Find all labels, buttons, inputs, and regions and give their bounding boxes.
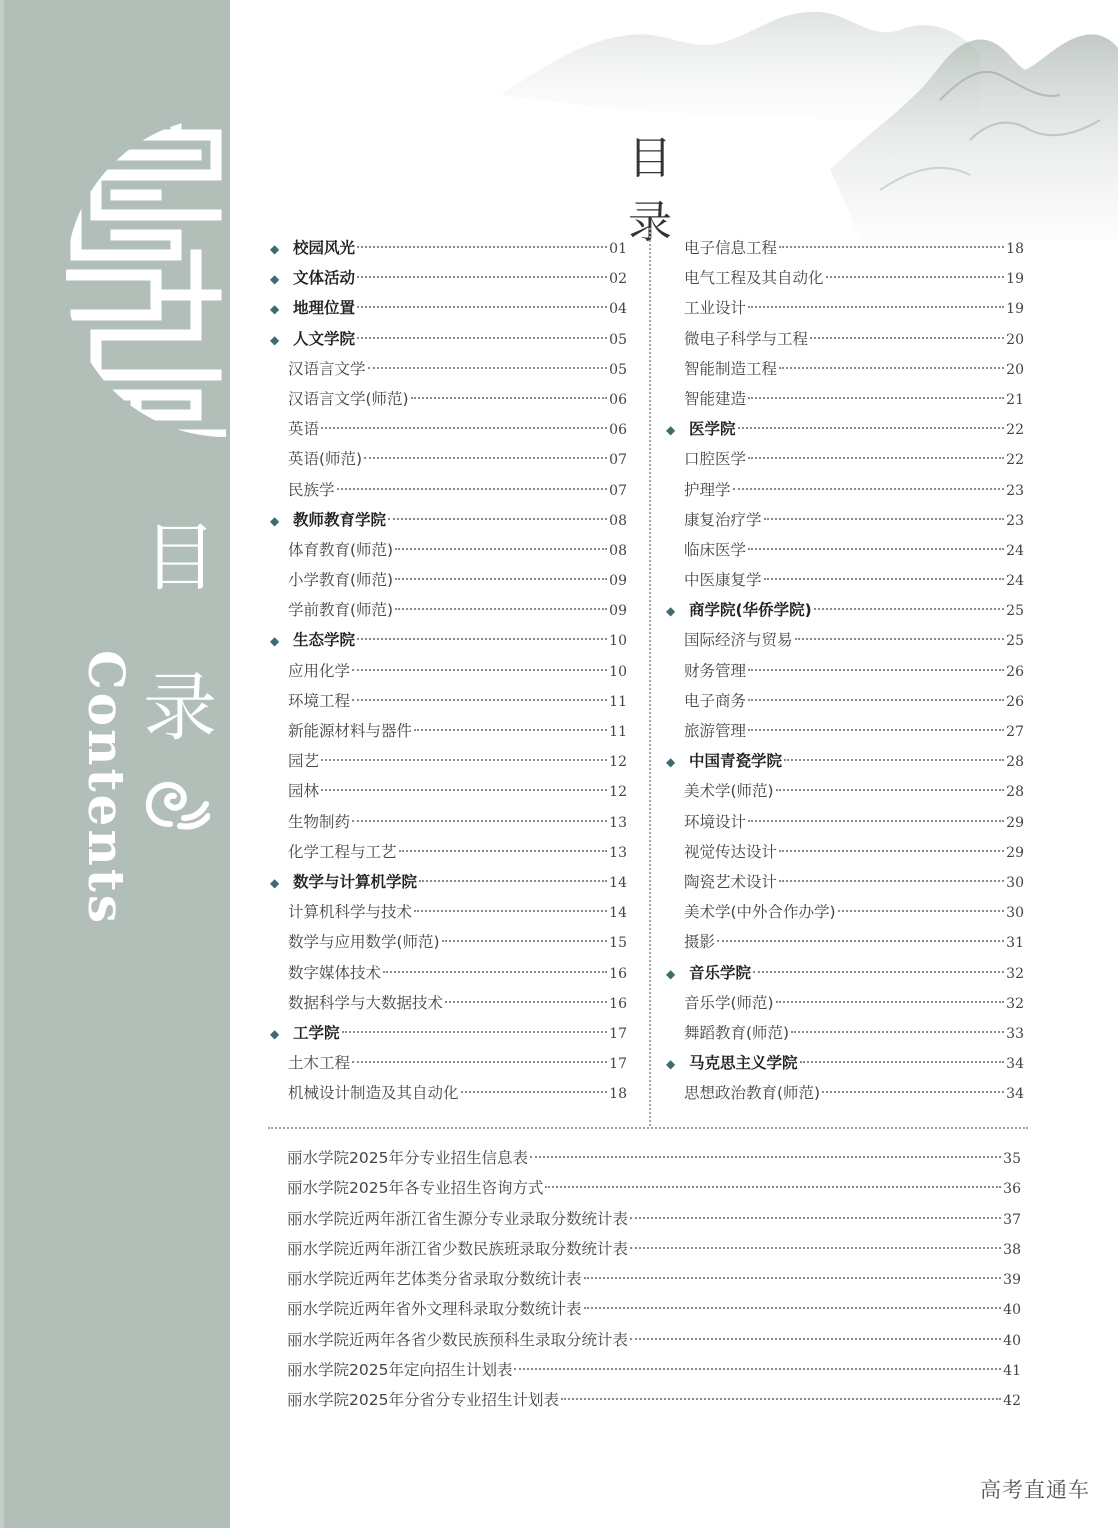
toc-entry-row[interactable] <box>270 807 627 837</box>
toc-entry-row[interactable] <box>666 1018 1024 1048</box>
toc-page-number: 32 <box>1006 965 1024 982</box>
toc-page-number: 05 <box>609 331 627 348</box>
dot-leader <box>357 246 607 248</box>
dot-leader <box>748 699 1004 701</box>
dot-leader <box>779 880 1004 882</box>
diamond-bullet-icon: ◆ <box>270 242 280 256</box>
toc-entry-row[interactable] <box>666 686 1024 716</box>
dot-leader <box>800 1061 1005 1063</box>
toc-entry-row[interactable] <box>270 927 627 957</box>
dot-leader <box>357 337 607 339</box>
toc-label: 微电子科学与工程 <box>684 329 809 348</box>
toc-page-number: 22 <box>1006 422 1024 439</box>
dot-leader <box>795 638 1005 640</box>
diamond-bullet-icon: ◆ <box>666 423 676 438</box>
toc-entry-row[interactable] <box>666 565 1024 595</box>
sidebar-edge <box>0 0 4 1528</box>
dot-leader <box>748 397 1004 399</box>
toc-entry-row[interactable] <box>287 1173 1021 1203</box>
section-divider <box>268 1127 1028 1129</box>
page-title: 目 录 <box>628 133 712 248</box>
toc-label: 机械设计制造及其自动化 <box>288 1084 459 1103</box>
toc-page-number: 10 <box>609 663 627 680</box>
toc-label: 丽水学院2025年定向招生计划表 <box>287 1361 513 1380</box>
toc-label: 工业设计 <box>684 299 747 318</box>
toc-label: 临床医学 <box>684 540 747 559</box>
toc-label: 生物制药 <box>288 812 351 831</box>
dot-leader <box>395 548 607 550</box>
toc-page-number: 24 <box>1006 542 1024 559</box>
toc-page-number: 09 <box>609 573 627 590</box>
toc-label: 环境设计 <box>684 812 747 831</box>
toc-page-number: 04 <box>609 301 627 318</box>
toc-entry-row[interactable] <box>270 354 627 384</box>
toc-bottom-list <box>287 1143 1021 1416</box>
toc-label: 音乐学(师范) <box>684 993 774 1012</box>
toc-section-row[interactable] <box>666 1048 1024 1078</box>
dot-leader <box>530 1156 1001 1158</box>
toc-entry-row[interactable] <box>270 475 627 505</box>
sidebar-title-char-2: 录 <box>143 665 217 751</box>
toc-label: 中医康复学 <box>684 571 762 590</box>
toc-entry-row[interactable] <box>270 414 627 444</box>
toc-page-number: 35 <box>1003 1151 1021 1167</box>
toc-page-number: 11 <box>609 693 627 710</box>
toc-label: 医学院 <box>689 420 736 439</box>
watermark-text: 高考直通车 <box>980 1478 1090 1502</box>
toc-entry-row[interactable] <box>666 293 1024 323</box>
toc-page-number: 11 <box>609 724 627 740</box>
toc-entry-row[interactable] <box>270 656 627 686</box>
toc-label: 英语(师范) <box>288 450 363 469</box>
toc-page-number: 06 <box>609 422 627 439</box>
dot-leader <box>733 488 1005 490</box>
toc-label: 财务管理 <box>684 661 747 680</box>
toc-entry-row[interactable] <box>666 1078 1024 1108</box>
column-divider <box>649 228 651 1126</box>
toc-label: 园艺 <box>288 752 320 771</box>
toc-page-number: 05 <box>609 361 627 378</box>
dot-leader <box>342 1031 608 1033</box>
toc-label: 数学与计算机学院 <box>293 872 418 891</box>
toc-page-number: 41 <box>1003 1363 1021 1380</box>
toc-entry-row[interactable] <box>666 837 1024 867</box>
dot-leader <box>779 367 1004 369</box>
toc-page-number: 40 <box>1003 1332 1021 1349</box>
dot-leader <box>784 759 1004 761</box>
diamond-bullet-icon: ◆ <box>666 755 676 770</box>
toc-entry-row[interactable] <box>666 625 1024 655</box>
toc-label: 教师教育学院 <box>293 510 387 529</box>
dot-leader <box>779 246 1004 248</box>
toc-page-number: 06 <box>609 391 627 408</box>
sidebar-title-char-1: 目 <box>143 515 217 601</box>
toc-entry-row[interactable] <box>270 444 627 474</box>
toc-page-number: 21 <box>1006 391 1024 408</box>
toc-label: 学前教育(师范) <box>288 601 394 620</box>
diamond-bullet-icon: ◆ <box>666 1057 676 1072</box>
toc-page-number: 22 <box>1006 452 1024 469</box>
toc-entry-row[interactable] <box>666 867 1024 897</box>
toc-entry-row[interactable] <box>666 475 1024 505</box>
dot-leader <box>461 1091 608 1093</box>
toc-page-number: 27 <box>1006 724 1024 740</box>
toc-entry-row[interactable] <box>666 324 1024 354</box>
toc-entry-row[interactable] <box>666 897 1024 927</box>
toc-page-number: 02 <box>609 271 627 288</box>
dot-leader <box>445 1001 607 1003</box>
toc-label: 康复治疗学 <box>684 510 762 529</box>
toc-left-column <box>270 233 627 1108</box>
toc-label: 英语 <box>288 420 320 439</box>
dot-leader <box>776 789 1005 791</box>
toc-section-row[interactable] <box>666 414 1024 444</box>
dot-leader <box>791 1031 1004 1033</box>
toc-label: 化学工程与工艺 <box>288 842 397 861</box>
toc-page-number: 26 <box>1006 663 1024 680</box>
sidebar-english-title: Contents <box>77 650 136 927</box>
toc-label: 国际经济与贸易 <box>684 631 793 650</box>
dot-leader <box>411 397 608 399</box>
toc-label: 园林 <box>288 782 320 801</box>
toc-label: 马克思主义学院 <box>689 1054 798 1073</box>
diamond-bullet-icon: ◆ <box>666 604 676 619</box>
toc-page-number: 20 <box>1006 331 1024 348</box>
toc-label: 数据科学与大数据技术 <box>288 993 444 1012</box>
toc-page-number: 32 <box>1006 995 1024 1012</box>
dot-leader <box>442 940 608 942</box>
toc-label: 文体活动 <box>293 269 356 288</box>
toc-page-number: 28 <box>1006 784 1024 801</box>
dot-leader <box>357 638 607 640</box>
toc-label: 工学院 <box>293 1023 340 1042</box>
dot-leader <box>357 306 607 308</box>
toc-entry-row[interactable] <box>666 776 1024 806</box>
toc-page-number: 13 <box>609 814 627 831</box>
toc-entry-row[interactable] <box>270 746 627 776</box>
toc-section-row[interactable] <box>270 233 627 263</box>
toc-label: 音乐学院 <box>689 963 752 982</box>
dot-leader <box>584 1307 1002 1309</box>
dot-leader <box>414 729 607 731</box>
toc-label: 丽水学院近两年各省少数民族预科生录取分统计表 <box>287 1330 629 1349</box>
dot-leader <box>352 820 607 822</box>
toc-section-row[interactable] <box>666 746 1024 776</box>
toc-section-row[interactable] <box>666 595 1024 625</box>
toc-entry-row[interactable] <box>287 1325 1021 1355</box>
dot-leader <box>764 518 1005 520</box>
toc-label: 生态学院 <box>293 631 356 650</box>
toc-page-number: 07 <box>609 482 627 499</box>
dot-leader <box>364 457 607 459</box>
toc-entry-row[interactable] <box>666 354 1024 384</box>
dot-leader <box>748 669 1004 671</box>
toc-label: 口腔医学 <box>684 450 747 469</box>
toc-label: 校园风光 <box>293 239 356 257</box>
toc-entry-row[interactable] <box>287 1294 1021 1324</box>
toc-label: 数学与应用数学(师范) <box>288 933 440 952</box>
toc-label: 丽水学院近两年浙江省生源分专业录取分数统计表 <box>287 1209 629 1228</box>
toc-entry-row[interactable] <box>270 716 627 746</box>
dot-leader <box>414 910 607 912</box>
toc-page-number: 09 <box>609 603 627 620</box>
toc-page-number: 19 <box>1006 301 1024 318</box>
toc-entry-row[interactable] <box>287 1234 1021 1264</box>
toc-label: 计算机科学与技术 <box>288 903 413 922</box>
toc-page-number: 15 <box>609 935 627 952</box>
toc-page-number: 29 <box>1006 814 1024 831</box>
toc-label: 智能制造工程 <box>684 359 778 378</box>
dot-leader <box>514 1368 1001 1370</box>
toc-entry-row[interactable] <box>287 1264 1021 1294</box>
toc-label: 智能建造 <box>684 389 747 408</box>
dot-leader <box>399 850 608 852</box>
toc-page-number: 19 <box>1006 271 1024 288</box>
toc-page-number: 23 <box>1006 512 1024 529</box>
dot-leader <box>814 608 1005 610</box>
dot-leader <box>357 276 607 278</box>
dot-leader <box>352 669 607 671</box>
dot-leader <box>395 608 607 610</box>
dot-leader <box>764 578 1005 580</box>
dot-leader <box>321 427 607 429</box>
dot-leader <box>810 337 1004 339</box>
toc-entry-row[interactable] <box>666 656 1024 686</box>
toc-page-number: 14 <box>609 874 627 891</box>
toc-page-number: 25 <box>1006 633 1024 650</box>
toc-entry-row[interactable] <box>666 535 1024 565</box>
toc-page-number: 08 <box>609 542 627 559</box>
toc-section-row[interactable] <box>270 324 627 354</box>
toc-entry-row[interactable] <box>270 595 627 625</box>
dot-leader <box>748 820 1004 822</box>
toc-label: 丽水学院2025年各专业招生咨询方式 <box>287 1179 544 1198</box>
toc-entry-row[interactable] <box>666 233 1024 263</box>
toc-page-number: 12 <box>609 784 627 801</box>
toc-entry-row[interactable] <box>666 505 1024 535</box>
toc-label: 汉语言文学 <box>288 359 366 378</box>
toc-page-number: 18 <box>609 1086 627 1103</box>
toc-section-row[interactable] <box>270 263 627 293</box>
toc-entry-row[interactable] <box>270 897 627 927</box>
toc-page-number: 17 <box>609 1025 627 1042</box>
diamond-bullet-icon: ◆ <box>270 634 280 649</box>
toc-entry-row[interactable] <box>270 686 627 716</box>
dot-leader <box>561 1398 1001 1400</box>
toc-page-number: 23 <box>1006 482 1024 499</box>
toc-page-number: 40 <box>1003 1302 1021 1319</box>
toc-label: 体育教育(师范) <box>288 540 394 559</box>
toc-page-number: 12 <box>609 754 627 771</box>
toc-page-number: 14 <box>609 905 627 922</box>
toc-page-number: 29 <box>1006 844 1024 861</box>
cloud-swirl-icon <box>140 772 210 834</box>
dot-leader <box>368 367 608 369</box>
dot-leader <box>584 1277 1002 1279</box>
toc-page-number: 26 <box>1006 693 1024 710</box>
toc-page-number: 36 <box>1003 1181 1021 1198</box>
toc-label: 美术学(师范) <box>684 782 774 801</box>
dot-leader <box>395 578 607 580</box>
diamond-bullet-icon: ◆ <box>270 302 280 317</box>
diamond-bullet-icon: ◆ <box>666 966 676 981</box>
toc-page-number: 18 <box>1006 241 1024 257</box>
toc-label: 应用化学 <box>288 661 351 680</box>
toc-page-number: 34 <box>1006 1056 1024 1073</box>
dot-leader <box>352 1061 607 1063</box>
dot-leader <box>383 971 607 973</box>
toc-section-row[interactable] <box>270 505 627 535</box>
dot-leader <box>545 1186 1001 1188</box>
toc-label: 新能源材料与器件 <box>288 722 413 740</box>
toc-entry-row[interactable] <box>270 837 627 867</box>
toc-entry-row[interactable] <box>287 1143 1021 1173</box>
dot-leader <box>419 880 607 882</box>
toc-right-column <box>666 233 1024 1108</box>
toc-page-number: 13 <box>609 844 627 861</box>
dot-leader <box>388 518 607 520</box>
toc-entry-row[interactable] <box>666 444 1024 474</box>
toc-page-number: 10 <box>609 633 627 650</box>
toc-label: 电子信息工程 <box>684 239 778 257</box>
toc-entry-row[interactable] <box>270 958 627 988</box>
toc-page-number: 01 <box>609 241 627 257</box>
dot-leader <box>630 1217 1001 1219</box>
toc-entry-row[interactable] <box>666 716 1024 746</box>
toc-label: 护理学 <box>684 480 731 499</box>
toc-page-number: 07 <box>609 452 627 469</box>
toc-entry-row[interactable] <box>270 776 627 806</box>
dot-leader <box>717 940 1004 942</box>
toc-entry-row[interactable] <box>287 1385 1021 1415</box>
toc-label: 环境工程 <box>288 691 351 710</box>
dot-leader <box>337 488 608 490</box>
dot-leader <box>321 759 607 761</box>
toc-section-row[interactable] <box>666 958 1024 988</box>
toc-label: 人文学院 <box>293 329 356 348</box>
dot-leader <box>776 1001 1005 1003</box>
toc-page-number: 34 <box>1006 1086 1024 1103</box>
toc-label: 电气工程及其自动化 <box>684 269 824 288</box>
toc-label: 丽水学院2025年分专业招生信息表 <box>287 1149 528 1167</box>
toc-label: 旅游管理 <box>684 722 747 740</box>
dot-leader <box>748 548 1004 550</box>
diamond-bullet-icon: ◆ <box>270 513 280 528</box>
toc-page-number: 08 <box>609 512 627 529</box>
toc-label: 中国青瓷学院 <box>689 752 783 771</box>
toc-label: 小学教育(师范) <box>288 571 394 590</box>
dot-leader <box>630 1338 1001 1340</box>
toc-entry-row[interactable] <box>270 565 627 595</box>
toc-page-number: 24 <box>1006 573 1024 590</box>
toc-entry-row[interactable] <box>287 1355 1021 1385</box>
toc-page-number: 28 <box>1006 754 1024 771</box>
toc-page-number: 37 <box>1003 1211 1021 1228</box>
dot-leader <box>779 850 1004 852</box>
toc-page-number: 31 <box>1006 935 1024 952</box>
toc-label: 丽水学院近两年艺体类分省录取分数统计表 <box>287 1270 582 1289</box>
toc-page-number: 30 <box>1006 874 1024 891</box>
dot-leader <box>321 789 607 791</box>
toc-label: 商学院(华侨学院) <box>689 601 812 620</box>
dot-leader <box>630 1247 1001 1249</box>
toc-entry-row[interactable] <box>666 927 1024 957</box>
dot-leader <box>748 729 1004 731</box>
toc-page-number: 33 <box>1006 1025 1024 1042</box>
toc-label: 丽水学院近两年浙江省少数民族班录取分数统计表 <box>287 1239 629 1258</box>
toc-page-number: 42 <box>1003 1393 1021 1410</box>
toc-page-number: 16 <box>609 995 627 1012</box>
dot-leader <box>748 306 1004 308</box>
diamond-bullet-icon: ◆ <box>270 875 280 890</box>
toc-label: 地理位置 <box>293 299 356 318</box>
dot-leader <box>822 1091 1004 1093</box>
toc-entry-row[interactable] <box>287 1204 1021 1234</box>
toc-page-number: 20 <box>1006 361 1024 378</box>
toc-page-number: 38 <box>1003 1241 1021 1258</box>
toc-page-number: 25 <box>1006 603 1024 620</box>
toc-label: 视觉传达设计 <box>684 842 778 861</box>
toc-label: 土木工程 <box>288 1054 351 1073</box>
sidebar-panel <box>0 0 230 1528</box>
toc-section-row[interactable] <box>270 1018 627 1048</box>
diamond-bullet-icon: ◆ <box>270 1026 280 1041</box>
toc-entry-row[interactable] <box>666 807 1024 837</box>
toc-label: 数字媒体技术 <box>288 963 382 982</box>
dot-leader <box>838 910 1005 912</box>
toc-label: 美术学(中外合作办学) <box>684 903 836 922</box>
toc-entry-row[interactable] <box>270 1048 627 1078</box>
toc-entry-row[interactable] <box>270 988 627 1018</box>
toc-entry-row[interactable] <box>666 263 1024 293</box>
toc-section-row[interactable] <box>270 625 627 655</box>
toc-page-number: 39 <box>1003 1272 1021 1289</box>
toc-section-row[interactable] <box>270 867 627 897</box>
toc-entry-row[interactable] <box>270 535 627 565</box>
toc-label: 民族学 <box>288 480 335 499</box>
diamond-bullet-icon: ◆ <box>270 272 280 287</box>
dot-leader <box>352 699 607 701</box>
toc-page-number: 16 <box>609 965 627 982</box>
toc-label: 陶瓷艺术设计 <box>684 872 778 891</box>
dot-leader <box>748 457 1004 459</box>
toc-label: 丽水学院2025年分省分专业招生计划表 <box>287 1391 559 1410</box>
toc-page-number: 30 <box>1006 905 1024 922</box>
toc-entry-row[interactable] <box>666 988 1024 1018</box>
toc-entry-row[interactable] <box>666 384 1024 414</box>
toc-label: 舞蹈教育(师范) <box>684 1023 790 1042</box>
dot-leader <box>753 971 1004 973</box>
dot-leader <box>738 427 1005 429</box>
toc-entry-row[interactable] <box>270 1078 627 1108</box>
toc-page-number: 17 <box>609 1056 627 1073</box>
toc-entry-row[interactable] <box>270 384 627 414</box>
toc-section-row[interactable] <box>270 293 627 323</box>
toc-label: 思想政治教育(师范) <box>684 1084 821 1103</box>
dot-leader <box>826 276 1005 278</box>
diamond-bullet-icon: ◆ <box>270 332 280 347</box>
toc-label: 汉语言文学(师范) <box>288 389 409 408</box>
lattice-ornament <box>56 115 226 440</box>
toc-label: 摄影 <box>684 933 716 952</box>
toc-label: 电子商务 <box>684 691 747 710</box>
toc-label: 丽水学院近两年省外文理科录取分数统计表 <box>287 1300 582 1319</box>
